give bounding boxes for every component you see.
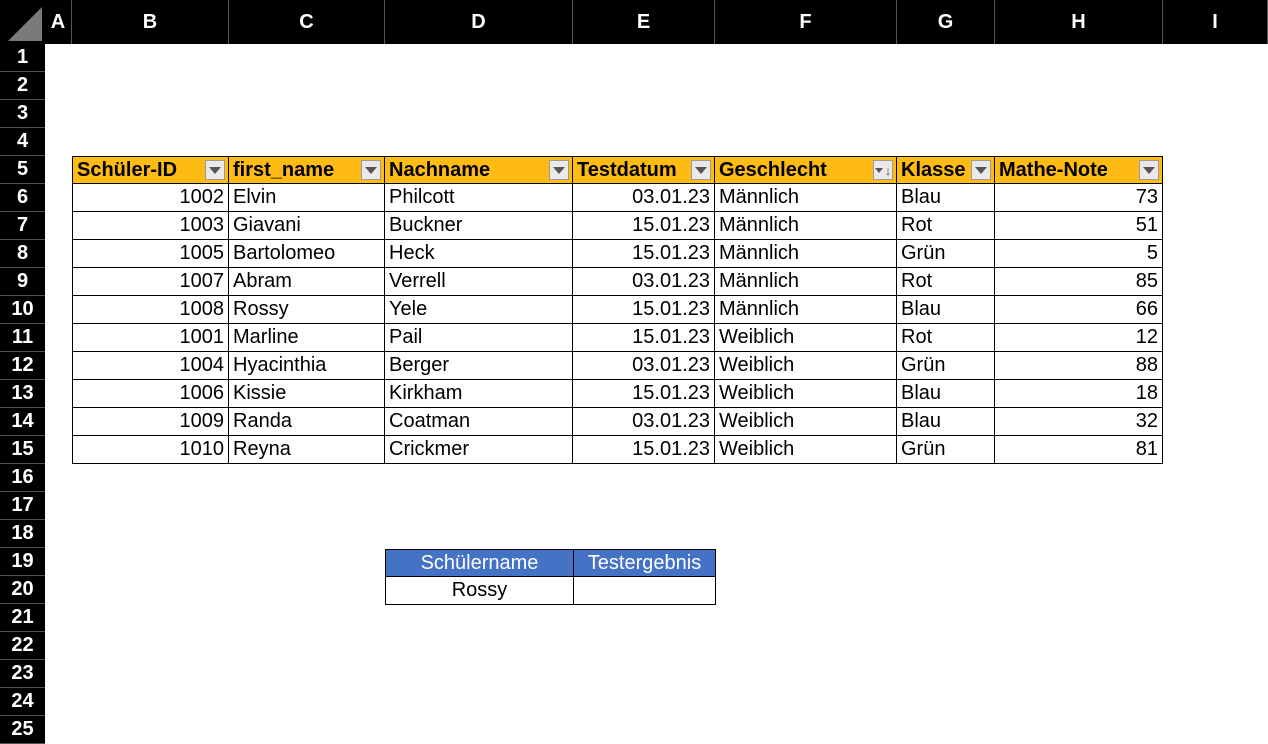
table-cell[interactable]: Marline — [229, 324, 385, 352]
column-header-e[interactable]: E — [573, 0, 715, 44]
dropdown-arrow-icon — [875, 168, 883, 173]
table-cell[interactable]: Weiblich — [715, 380, 897, 408]
table-cell[interactable]: Männlich — [715, 268, 897, 296]
row-header-20[interactable]: 20 — [0, 576, 45, 604]
table-cell[interactable]: 18 — [995, 380, 1163, 408]
row-header-18[interactable]: 18 — [0, 520, 45, 548]
dropdown-arrow-icon — [553, 167, 565, 174]
column-header-d[interactable]: D — [385, 0, 573, 44]
row-header-13[interactable]: 13 — [0, 380, 45, 408]
table-cell[interactable]: 1008 — [72, 296, 229, 324]
table-cell[interactable]: 85 — [995, 268, 1163, 296]
table-cell[interactable]: 32 — [995, 408, 1163, 436]
column-header-c[interactable]: C — [229, 0, 385, 44]
table-cell[interactable]: 03.01.23 — [573, 408, 715, 436]
table-header-first-name[interactable] — [229, 156, 385, 184]
filter-dropdown-button[interactable] — [205, 160, 225, 180]
table-cell[interactable]: Kissie — [229, 380, 385, 408]
row-header-8[interactable]: 8 — [0, 240, 45, 268]
table-cell[interactable]: 66 — [995, 296, 1163, 324]
table-cell[interactable]: Rot — [897, 268, 995, 296]
table-cell[interactable]: Coatman — [385, 408, 573, 436]
lookup-student-name-cell[interactable]: Rossy — [385, 576, 574, 605]
row-header-5[interactable]: 5 — [0, 156, 45, 184]
table-cell[interactable]: 1003 — [72, 212, 229, 240]
sort-filter-button[interactable] — [873, 160, 893, 180]
column-header-i[interactable]: I — [1163, 0, 1268, 44]
table-cell[interactable]: 1010 — [72, 436, 229, 464]
row-header-23[interactable]: 23 — [0, 660, 45, 688]
table-header-label: Geschlecht — [719, 158, 827, 181]
table-cell[interactable]: 03.01.23 — [573, 268, 715, 296]
table-cell[interactable]: Blau — [897, 184, 995, 212]
table-cell[interactable]: Heck — [385, 240, 573, 268]
table-cell[interactable]: 1007 — [72, 268, 229, 296]
table-cell[interactable]: Männlich — [715, 296, 897, 324]
table-cell[interactable]: 15.01.23 — [573, 324, 715, 352]
column-header-g[interactable]: G — [897, 0, 995, 44]
table-cell[interactable]: Kirkham — [385, 380, 573, 408]
dropdown-arrow-icon — [975, 167, 987, 174]
row-header-12[interactable]: 12 — [0, 352, 45, 380]
table-cell[interactable]: Weiblich — [715, 324, 897, 352]
table-header-label: first_name — [233, 158, 335, 181]
column-header-a[interactable]: A — [45, 0, 72, 44]
table-cell[interactable]: Grün — [897, 240, 995, 268]
table-header-schüler-id[interactable] — [72, 156, 229, 184]
table-cell[interactable]: Yele — [385, 296, 573, 324]
table-cell[interactable]: 51 — [995, 212, 1163, 240]
filter-dropdown-button[interactable] — [691, 160, 711, 180]
column-header-b[interactable]: B — [72, 0, 229, 44]
column-header-h[interactable]: H — [995, 0, 1163, 44]
row-header-16[interactable]: 16 — [0, 464, 45, 492]
table-cell[interactable]: 73 — [995, 184, 1163, 212]
table-cell[interactable]: 1009 — [72, 408, 229, 436]
filter-dropdown-button[interactable] — [549, 160, 569, 180]
table-cell[interactable]: 03.01.23 — [573, 352, 715, 380]
table-cell[interactable]: Grün — [897, 436, 995, 464]
table-header-klasse[interactable] — [897, 156, 995, 184]
table-cell[interactable]: Hyacinthia — [229, 352, 385, 380]
table-header-label: Mathe-Note — [999, 158, 1108, 181]
row-header-21[interactable]: 21 — [0, 604, 45, 632]
row-header-15[interactable]: 15 — [0, 436, 45, 464]
table-cell[interactable]: 1004 — [72, 352, 229, 380]
row-header-11[interactable]: 11 — [0, 324, 45, 352]
table-header-testdatum[interactable] — [573, 156, 715, 184]
row-header-6[interactable]: 6 — [0, 184, 45, 212]
sort-descending-icon: ↓ — [884, 162, 892, 178]
row-header-19[interactable]: 19 — [0, 548, 45, 576]
select-all-corner[interactable] — [0, 0, 45, 44]
table-header-nachname[interactable] — [385, 156, 573, 184]
table-cell[interactable]: 15.01.23 — [573, 380, 715, 408]
table-cell[interactable]: Abram — [229, 268, 385, 296]
lookup-header-test-result[interactable]: Testergebnis — [573, 549, 716, 577]
table-cell[interactable]: Crickmer — [385, 436, 573, 464]
row-header-1[interactable]: 1 — [0, 44, 45, 72]
table-cell[interactable]: Giavani — [229, 212, 385, 240]
table-cell[interactable]: 15.01.23 — [573, 296, 715, 324]
table-header-label: Nachname — [389, 158, 491, 181]
table-cell[interactable]: Philcott — [385, 184, 573, 212]
table-cell[interactable]: Grün — [897, 352, 995, 380]
row-header-9[interactable]: 9 — [0, 268, 45, 296]
row-header-7[interactable]: 7 — [0, 212, 45, 240]
filter-dropdown-button[interactable] — [1139, 160, 1159, 180]
dropdown-arrow-icon — [1143, 167, 1155, 174]
table-cell[interactable]: Reyna — [229, 436, 385, 464]
table-header-label: Testdatum — [577, 158, 677, 181]
table-cell[interactable]: Weiblich — [715, 352, 897, 380]
row-header-4[interactable]: 4 — [0, 128, 45, 156]
column-header-f[interactable]: F — [715, 0, 897, 44]
table-cell[interactable]: Rot — [897, 212, 995, 240]
lookup-test-result-cell[interactable] — [573, 576, 716, 605]
row-header-3[interactable]: 3 — [0, 100, 45, 128]
table-cell[interactable]: Männlich — [715, 240, 897, 268]
table-cell[interactable]: Bartolomeo — [229, 240, 385, 268]
table-cell[interactable]: Rot — [897, 324, 995, 352]
dropdown-arrow-icon — [695, 167, 707, 174]
table-cell[interactable]: Pail — [385, 324, 573, 352]
dropdown-arrow-icon — [365, 167, 377, 174]
table-cell[interactable]: Buckner — [385, 212, 573, 240]
table-cell[interactable]: 15.01.23 — [573, 436, 715, 464]
table-cell[interactable]: 15.01.23 — [573, 212, 715, 240]
row-header-17[interactable]: 17 — [0, 492, 45, 520]
table-cell[interactable]: 88 — [995, 352, 1163, 380]
filter-dropdown-button[interactable] — [361, 160, 381, 180]
row-header-14[interactable]: 14 — [0, 408, 45, 436]
table-cell[interactable]: Männlich — [715, 184, 897, 212]
table-cell[interactable]: Blau — [897, 408, 995, 436]
table-cell[interactable]: 1005 — [72, 240, 229, 268]
table-cell[interactable]: Blau — [897, 380, 995, 408]
lookup-header-student-name[interactable]: Schülername — [385, 549, 574, 577]
table-header-mathe-note[interactable] — [995, 156, 1163, 184]
row-header-22[interactable]: 22 — [0, 632, 45, 660]
table-cell[interactable]: Blau — [897, 296, 995, 324]
table-cell[interactable]: 1001 — [72, 324, 229, 352]
table-cell[interactable]: 5 — [995, 240, 1163, 268]
row-header-2[interactable]: 2 — [0, 72, 45, 100]
table-cell[interactable]: 1002 — [72, 184, 229, 212]
table-cell[interactable]: 12 — [995, 324, 1163, 352]
table-cell[interactable]: Weiblich — [715, 436, 897, 464]
table-cell[interactable]: Elvin — [229, 184, 385, 212]
table-header-label: Klasse — [901, 158, 966, 181]
table-cell[interactable]: Randa — [229, 408, 385, 436]
table-cell[interactable]: Männlich — [715, 212, 897, 240]
table-cell[interactable]: 03.01.23 — [573, 184, 715, 212]
row-header-10[interactable]: 10 — [0, 296, 45, 324]
table-header-geschlecht[interactable] — [715, 156, 897, 184]
table-cell[interactable]: 15.01.23 — [573, 240, 715, 268]
row-header-25[interactable]: 25 — [0, 716, 45, 744]
table-cell[interactable]: Verrell — [385, 268, 573, 296]
table-header-label: Schüler-ID — [77, 158, 178, 181]
dropdown-arrow-icon — [209, 167, 221, 174]
table-cell[interactable]: 1006 — [72, 380, 229, 408]
table-cell[interactable]: Rossy — [229, 296, 385, 324]
table-cell[interactable]: Weiblich — [715, 408, 897, 436]
table-cell[interactable]: 81 — [995, 436, 1163, 464]
row-header-24[interactable]: 24 — [0, 688, 45, 716]
table-cell[interactable]: Berger — [385, 352, 573, 380]
filter-dropdown-button[interactable] — [971, 160, 991, 180]
select-all-triangle-icon — [8, 7, 42, 41]
